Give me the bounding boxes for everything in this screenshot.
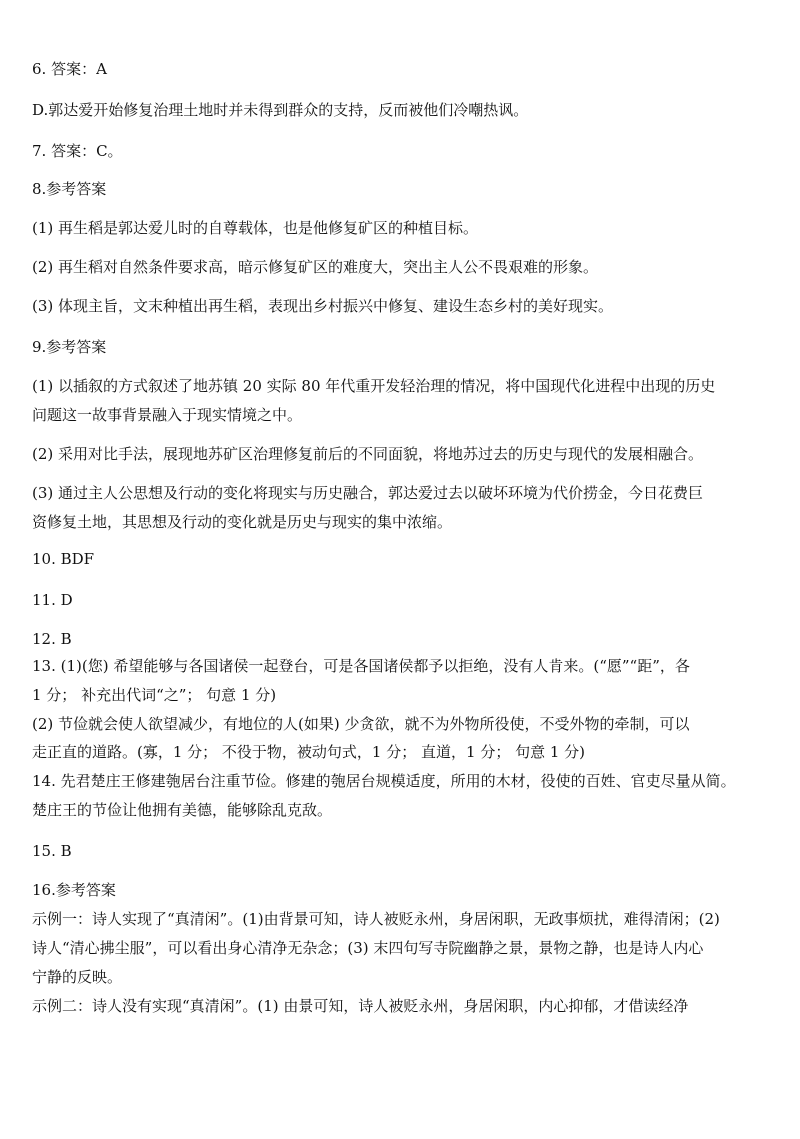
answer-7: 7. 答案：C。 [32, 142, 123, 160]
answer-13-part-2a: (2) 节俭就会使人欲望减少，有地位的人(如果) 少贪欲，就不为外物所役使，不受外物的牵制，可以 [32, 715, 690, 733]
answer-9-point-3b: 资修复土地，其思想及行动的变化就是历史与现实的集中浓缩。 [32, 513, 453, 531]
answer-13-part-1a: 13. (1)(您) 希望能够与各国诸侯一起登台，可是各国诸侯都予以拒绝，没有人肯来。(“愿”“距”，各 [32, 657, 690, 675]
answer-10: 10. BDF [32, 550, 95, 568]
answer-15: 15. B [32, 842, 72, 860]
answer-16-heading: 16.参考答案 [32, 881, 116, 899]
answer-8-point-3: (3) 体现主旨，文末种植出再生稻，表现出乡村振兴中修复、建设生态乡村的美好现实。 [32, 297, 614, 315]
answer-9-point-2: (2) 采用对比手法，展现地苏矿区治理修复前后的不同面貌，将地苏过去的历史与现代的发展相融合。 [32, 445, 704, 463]
answer-16-example-1b: 诗人“清心拂尘服”，可以看出身心清净无杂念；(3) 末四句写寺院幽静之景，景物之静，也是诗人内心 [32, 939, 704, 957]
answer-9-point-1a: (1) 以插叙的方式叙述了地苏镇 20 实际 80 年代重开发轻治理的情况，将中国现代化进程中出现的历史 [32, 377, 716, 395]
answer-6: 6. 答案：A [32, 60, 107, 78]
answer-13-part-1b: 1 分； 补充出代词“之”； 句意 1 分) [32, 686, 277, 704]
answer-13-part-2b: 走正直的道路。(寡，1 分； 不役于物，被动句式，1 分； 直道，1 分； 句意 1 分) [32, 743, 586, 761]
answer-9-point-1b: 问题这一故事背景融入于现实情境之中。 [32, 406, 303, 424]
answer-8-point-2: (2) 再生稻对自然条件要求高，暗示修复矿区的难度大，突出主人公不畏艰难的形象。 [32, 258, 599, 276]
answer-12: 12. B [32, 630, 72, 648]
answer-9-heading: 9.参考答案 [32, 338, 107, 356]
answer-16-example-2a: 示例二：诗人没有实现“真清闲”。(1) 由景可知，诗人被贬永州，身居闲职，内心抑郁，才借读经净 [32, 997, 689, 1015]
answer-14b: 楚庄王的节俭让他拥有美德，能够除乱克敌。 [32, 801, 333, 819]
answer-16-example-1c: 宁静的反映。 [32, 968, 123, 986]
answer-8-point-1: (1) 再生稻是郭达爱儿时的自尊载体，也是他修复矿区的种植目标。 [32, 219, 479, 237]
answer-6-note: D.郭达爱开始修复治理土地时并未得到群众的支持，反而被他们冷嘲热讽。 [32, 101, 529, 119]
answer-14a: 14. 先君楚庄王修建匏居台注重节俭。修建的匏居台规模适度，所用的木材，役使的百姓、官吏尽量从简。 [32, 772, 736, 790]
answer-9-point-3a: (3) 通过主人公思想及行动的变化将现实与历史融合，郭达爱过去以破坏环境为代价捞金，今日花费巨 [32, 484, 704, 502]
answer-8-heading: 8.参考答案 [32, 180, 107, 198]
answer-16-example-1a: 示例一：诗人实现了“真清闲”。(1)由背景可知，诗人被贬永州，身居闲职，无政事烦扰，难得清闲；(2) [32, 910, 720, 928]
answer-11: 11. D [32, 591, 73, 609]
